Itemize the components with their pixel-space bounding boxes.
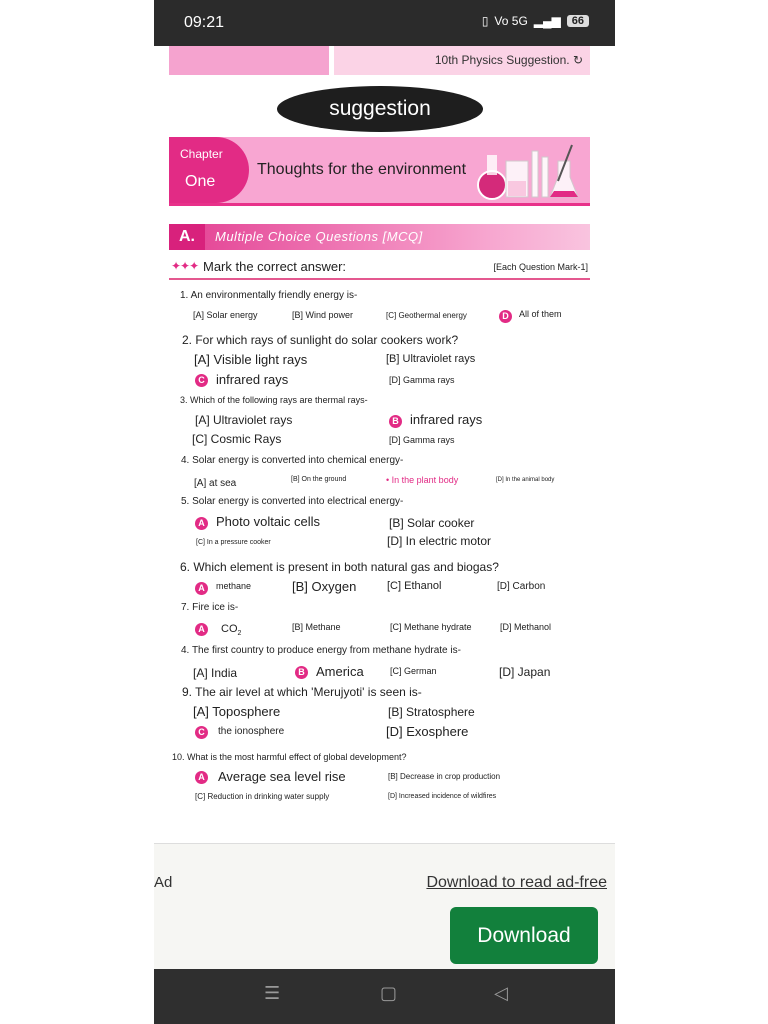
question-mark-info: [Each Question Mark-1] [493,262,588,272]
option-b: [B] Methane [292,622,341,632]
suggestion-badge: suggestion [277,86,483,132]
option-a: [A] India [193,666,238,680]
option-a: [A] Solar energy [193,310,258,320]
signal-icon: ▂▄▆ [533,14,561,28]
option-b: infrared rays [410,412,483,427]
recents-icon[interactable]: ☰ [264,983,281,1003]
chapter-badge: Chapter One [169,137,249,203]
option-b: [B] Wind power [292,310,354,320]
option-c: [C] German [390,666,437,676]
section-title: Multiple Choice Questions [MCQ] [215,229,423,244]
section-letter: A. [169,224,205,250]
question-text: 9. The air level at which 'Merujyoti' is seen is- [182,685,422,699]
option-a: $CO_2$ [221,623,242,638]
question-text: 7. Fire ice is- [181,602,239,613]
header-strip-left [169,46,329,75]
option-b: [B] Oxygen [292,579,357,594]
question-text: 1. An environmentally friendly energy is- [180,290,358,301]
option-a: [A] Ultraviolet rays [195,413,293,427]
ad-label: Ad [154,874,173,891]
option-d: [D] Japan [499,665,551,679]
option-b: [B] Stratosphere [388,705,475,719]
phone-screen [154,0,615,1024]
ad-banner [154,843,615,970]
option-b: America [316,664,364,679]
option-d: [D] Gamma rays [389,435,455,445]
refresh-icon: ↻ [572,53,583,67]
option-b: [B] Ultraviolet rays [386,353,476,365]
option-d: [D] Methanol [500,622,552,632]
option-b: [B] Decrease in crop production [388,772,501,781]
header-title: 10th Physics Suggestion. ↻ [434,53,583,67]
option-c: infrared rays [216,372,289,387]
answer-marker-icon: A [195,582,208,595]
answer-marker-icon: A [195,517,208,530]
option-d: [D] Increased incidence of wildfires [388,793,497,800]
lab-flasks-icon [474,141,584,201]
instructions-text: Mark the correct answer: [203,259,347,274]
battery-icon: 66 [567,15,589,27]
answer-marker-icon: A [195,771,208,784]
answer-marker-icon: B [389,415,402,428]
section-header [169,224,590,250]
question-text: 4. The first country to produce energy from methane hydrate is- [181,645,461,656]
back-icon[interactable]: ◁ [494,983,508,1003]
vibrate-icon: ▯ [481,14,489,28]
option-d: [D] Exosphere [386,724,469,739]
option-d: [D] In electric motor [387,534,492,548]
chapter-banner [169,137,590,206]
answer-marker-icon: D [499,310,512,323]
option-a: [A] Toposphere [193,704,281,719]
navigation-bar [154,969,615,1024]
option-a: methane [216,581,252,591]
option-c: [C] In a pressure cooker [196,539,271,546]
download-ad-free-link[interactable]: Download to read ad-free [426,874,607,891]
document-page[interactable] [154,46,615,844]
question-text: 3. Which of the following rays are thermal rays- [180,395,368,405]
status-icons [482,14,589,28]
option-a: Photo voltaic cells [216,514,321,529]
diamond-bullet-icon: ✦✦✦ [171,259,199,273]
option-d: [D] In the animal body [496,477,555,483]
option-c: [C] Methane hydrate [390,622,472,632]
option-b: [B] On the ground [291,476,347,483]
option-c-correct: • In the plant body [386,475,459,485]
option-d: [D] Gamma rays [389,375,455,385]
answer-marker-icon: B [295,666,308,679]
question-text: 5. Solar energy is converted into electrical energy- [181,496,404,507]
question-text: 2. For which rays of sunlight do solar cookers work? [182,333,459,347]
option-b: [B] Solar cooker [389,516,475,530]
home-icon[interactable]: ▢ [380,983,398,1003]
option-c: [C] Reduction in drinking water supply [195,792,330,801]
option-a: Average sea level rise [218,769,346,784]
volte-icon: Vo 5G [494,14,528,28]
question-text: 4. Solar energy is converted into chemical energy- [181,455,404,466]
option-a: [A] Visible light rays [194,352,308,367]
answer-marker-icon: A [195,623,208,636]
option-c: [C] Cosmic Rays [192,432,282,446]
download-button[interactable]: Download [450,907,598,964]
option-c: [C] Ethanol [387,580,442,592]
option-a: [A] at sea [194,478,237,489]
status-bar [154,0,615,46]
question-text: 6. Which element is present in both natural gas and biogas? [180,560,499,574]
status-time: 09:21 [184,14,225,31]
answer-marker-icon: C [195,726,208,739]
answer-marker-icon: C [195,374,208,387]
option-c: the ionosphere [218,726,285,737]
instructions-row [169,256,590,280]
chapter-title: Thoughts for the environment [257,161,467,178]
option-d: [D] Carbon [497,581,546,592]
question-text: 10. What is the most harmful effect of global development? [172,752,407,762]
option-c: [C] Geothermal energy [386,311,467,320]
option-d: All of them [519,309,562,319]
